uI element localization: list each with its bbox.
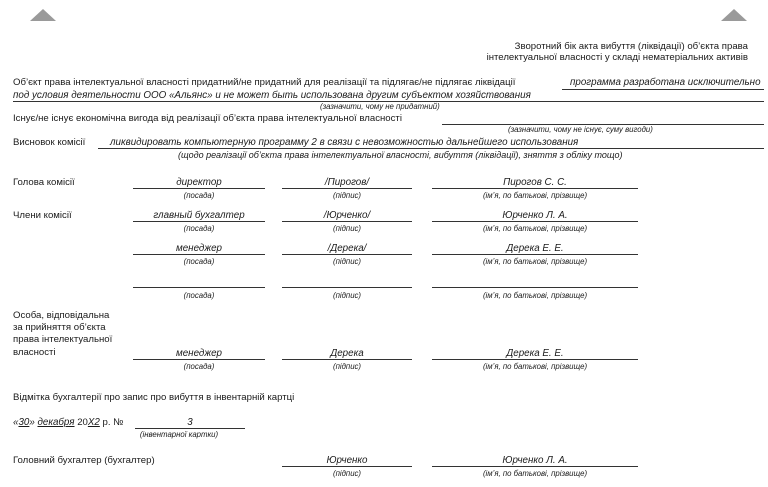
chairman-name-line: [432, 188, 638, 189]
member-name-line: [432, 221, 638, 222]
corner-arrow-left-icon: [30, 9, 56, 21]
responsible-label-line: власності: [13, 346, 56, 358]
suitability-line1: [562, 89, 764, 90]
header-title-line1: Зворотний бік акта вибуття (ліквідації) об’єкта права: [514, 41, 748, 52]
responsible-label-line: Особа, відповідальна: [13, 310, 110, 321]
members-label: Члени комісії: [13, 210, 72, 221]
date-year: Х2: [87, 417, 100, 428]
responsible-label-line: права інтелектуальної: [13, 334, 113, 346]
chief-accountant-name: Юрченко Л. А.: [502, 455, 568, 466]
responsible-name: Дерека Е. Е.: [506, 348, 564, 359]
member-name-line: [432, 287, 638, 288]
card-number-hint: (інвентарної картки): [139, 430, 219, 439]
chairman-name-hint: (ім’я, по батькові, прізвище): [482, 191, 588, 200]
chairman-position: директор: [176, 177, 222, 188]
suitability-value-line2: под условия деятельности ООО «Альянс» и не может быть использована другим субъектом хозяйствования: [13, 90, 531, 101]
responsible-name-line: [432, 359, 638, 360]
date-year-suffix: р. №: [102, 417, 124, 428]
member-position: менеджер: [176, 243, 222, 254]
member-signature-hint: (підпис): [332, 224, 362, 233]
chief-accountant-name-line: [432, 466, 638, 467]
responsible-signature-line: [282, 359, 412, 360]
accounting-label: Відмітка бухгалтерії про запис про вибуття в інвентарній картці: [13, 392, 295, 403]
member-name: Юрченко Л. А.: [502, 210, 568, 221]
date-quote-open: «: [13, 417, 19, 428]
chief-accountant-name-hint: (ім’я, по батькові, прізвище): [482, 469, 588, 478]
chairman-position-hint: (посада): [183, 191, 215, 200]
member-name-hint: (ім’я, по батькові, прізвище): [482, 291, 588, 300]
member-name-hint: (ім’я, по батькові, прізвище): [482, 257, 588, 266]
conclusion-hint: (щодо реалізації об’єкта права інтелектуальної власності, вибуття (ліквідації), зняття з обліку тощо): [178, 150, 623, 160]
chairman-position-line: [133, 188, 265, 189]
chairman-label: Голова комісії: [13, 177, 75, 188]
conclusion-value: ликвидировать компьютерную программу 2 в связи с невозможностью дальнейшего использования: [110, 137, 579, 148]
chairman-signature-hint: (підпис): [332, 191, 362, 200]
suitability-hint: (зазначити, чому не придатний): [320, 102, 440, 111]
member-position-hint: (посада): [183, 291, 215, 300]
chief-accountant-signature: Юрченко: [326, 455, 368, 466]
chairman-name: Пирогов С. С.: [503, 177, 567, 188]
responsible-name-hint: (ім’я, по батькові, прізвище): [482, 362, 588, 371]
responsible-signature-hint: (підпис): [332, 362, 362, 371]
chief-accountant-signature-hint: (підпис): [332, 469, 362, 478]
member-position-line: [133, 254, 265, 255]
member-signature-line: [282, 221, 412, 222]
page-header: [487, 41, 748, 63]
responsible-signature: Дерека: [330, 348, 364, 359]
date-month: декабря: [37, 417, 75, 428]
member-signature-line: [282, 254, 412, 255]
member-signature: /Дерека/: [327, 243, 367, 254]
member-position-line: [133, 287, 265, 288]
corner-arrow-right-icon: [721, 9, 747, 21]
conclusion-line: [98, 148, 764, 149]
member-position-hint: (посада): [183, 257, 215, 266]
member-signature-hint: (підпис): [332, 291, 362, 300]
member-position: главный бухгалтер: [153, 210, 245, 221]
responsible-position-hint: (посада): [183, 362, 215, 371]
member-signature-line: [282, 287, 412, 288]
responsible-label: [13, 310, 112, 359]
suitability-value-line1: программа разработана исключительно: [570, 77, 761, 88]
chairman-signature: /Пирогов/: [324, 177, 370, 188]
date-quote-close: »: [29, 417, 35, 428]
member-name-line: [432, 254, 638, 255]
chairman-signature-line: [282, 188, 412, 189]
accounting-date-row: [13, 417, 123, 428]
member-name-hint: (ім’я, по батькові, прізвище): [482, 224, 588, 233]
member-signature: /Юрченко/: [323, 210, 371, 221]
member-position-hint: (посада): [183, 224, 215, 233]
chief-accountant-signature-line: [282, 466, 412, 467]
date-year-prefix: 20: [77, 417, 88, 428]
responsible-position: менеджер: [176, 348, 222, 359]
responsible-label-line: за прийняття об’єкта: [13, 322, 106, 334]
card-number: 3: [187, 417, 193, 428]
date-day: 30: [18, 417, 30, 428]
conclusion-label: Висновок комісії: [13, 137, 86, 148]
benefit-hint: (зазначити, чому не існує, суму вигоди): [508, 125, 653, 134]
member-position-line: [133, 221, 265, 222]
chief-accountant-label: Головний бухгалтер (бухгалтер): [13, 455, 155, 466]
suitability-label: Об’єкт права інтелектуальної власності придатний/не придатний для реалізації та підлягає/не підлягає ліквідації: [13, 77, 516, 88]
header-title-line2: інтелектуальної власності у складі нематеріальних активів: [486, 52, 748, 63]
responsible-position-line: [133, 359, 265, 360]
member-signature-hint: (підпис): [332, 257, 362, 266]
card-number-line: [135, 428, 245, 429]
benefit-label: Існує/не існує економічна вигода від реалізації об’єкта права інтелектуальної власності: [13, 113, 402, 124]
member-name: Дерека Е. Е.: [506, 243, 564, 254]
